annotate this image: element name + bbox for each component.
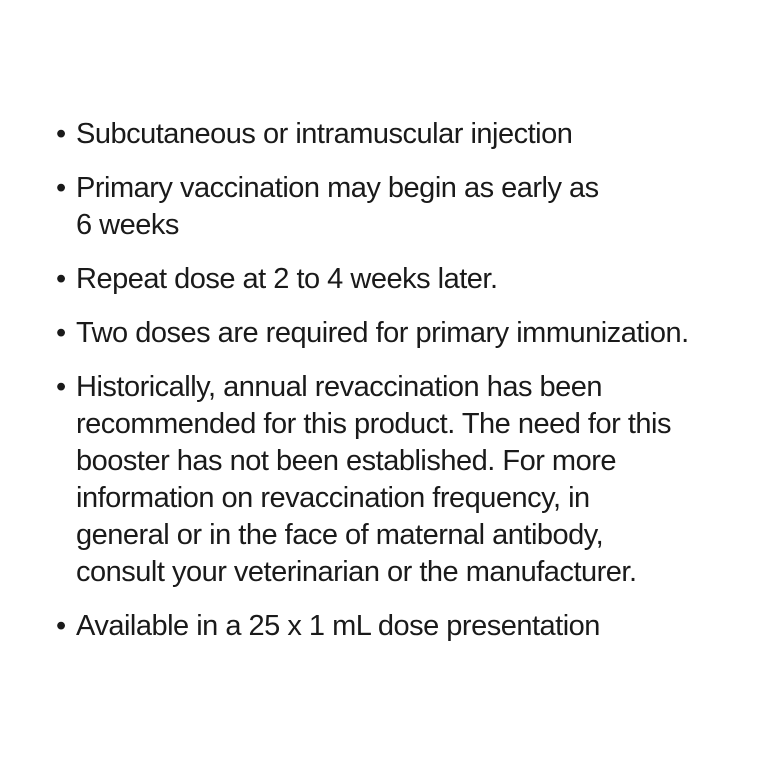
bullet-icon: • [56,371,66,403]
list-item-text: Historically, annual revaccination has been [76,371,603,403]
instructions-panel [56,116,756,662]
list-item-text: consult your veterinarian or the manufacturer. [76,556,637,588]
bullet-icon: • [56,118,66,150]
bullet-icon: • [56,172,66,204]
list-item-text: Available in a 25 x 1 mL dose presentation [76,610,600,642]
list-item-text: Two doses are required for primary immunization. [76,317,689,349]
list-item-availability [56,608,756,645]
bullet-icon: • [56,317,66,349]
instructions-list [56,116,756,645]
list-item-text: Subcutaneous or intramuscular injection [76,118,573,150]
list-item-text: booster has not been established. For more [76,445,616,477]
list-item-text: recommended for this product. The need for this [76,408,671,440]
list-item-injection [56,116,756,153]
list-item-text: Repeat dose at 2 to 4 weeks later. [76,263,498,295]
list-item-text: 6 weeks [76,209,179,241]
bullet-icon: • [56,610,66,642]
list-item-text: information on revaccination frequency, in [76,482,590,514]
list-item-text: Primary vaccination may begin as early as [76,172,599,204]
list-item-primary-vaccination [56,170,756,244]
list-item-revaccination [56,369,756,591]
list-item-text: general or in the face of maternal antibody, [76,519,604,551]
list-item-two-doses [56,315,756,352]
list-item-repeat-dose [56,261,756,298]
bullet-icon: • [56,263,66,295]
